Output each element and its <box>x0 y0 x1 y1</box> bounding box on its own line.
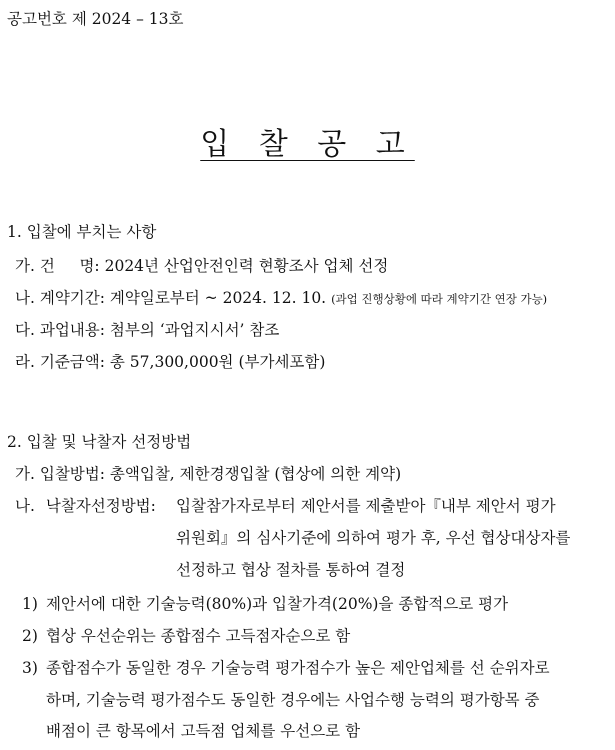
section2-item-na-line: 입찰참가자로부터 제안서를 제출받아『내부 제안서 평가 <box>176 497 556 515</box>
section2-item-na-head <box>15 496 156 516</box>
document-title <box>0 126 615 164</box>
item-value: 첨부의 ‘과업지시서’ 참조 <box>109 321 280 339</box>
item-marker: 나. <box>15 497 35 515</box>
section2-item-na-line: 선정하고 협상 절차를 통하여 결정 <box>176 561 406 579</box>
item-marker: 가. <box>15 465 35 483</box>
subitem-line: 제안서에 대한 기술능력(80%)과 입찰가격(20%)을 종합적으로 평가 <box>46 595 509 613</box>
item-label: 계약기간: <box>39 289 105 307</box>
section1-item-da <box>15 320 279 340</box>
item-value: 총액입찰, 제한경쟁입찰 (협상에 의한 계약) <box>109 465 402 483</box>
subitem-marker: 2) <box>22 627 38 645</box>
notice-number: 공고번호 제 2024 – 13호 <box>7 10 184 28</box>
item-label: 과업내용: <box>39 321 105 339</box>
item-marker: 다. <box>15 321 35 339</box>
subitem-line: 배점이 큰 항목에서 고득점 업체를 우선으로 함 <box>46 722 361 740</box>
item-note: (과업 진행상황에 따라 계약기간 연장 가능) <box>331 292 548 306</box>
item-label: 건 명: <box>39 257 100 275</box>
section2-item-ga <box>15 464 401 484</box>
section1-item-na <box>15 288 547 309</box>
section1-heading: 1. 입찰에 부치는 사항 <box>7 223 157 241</box>
item-value: 총 57,300,000원 (부가세포함) <box>109 353 326 371</box>
item-value: 2024년 산업안전인력 현황조사 업체 선정 <box>104 257 389 275</box>
subitem-line: 하며, 기술능력 평가점수도 동일한 경우에는 사업수행 능력의 평가항목 중 <box>46 691 540 709</box>
section1-item-ga <box>15 256 388 276</box>
item-label: 기준금액: <box>39 353 105 371</box>
document-title-text: 입 찰 공 고 <box>200 127 415 162</box>
item-value: 계약일로부터 ~ 2024. 12. 10. <box>109 289 327 307</box>
subitem-line: 종합점수가 동일한 경우 기술능력 평가점수가 높은 제안업체를 선 순위자로 <box>46 659 550 677</box>
subitem-marker: 1) <box>22 595 38 613</box>
item-marker: 가. <box>15 257 35 275</box>
subitem-marker: 3) <box>22 659 38 677</box>
item-label: 입찰방법: <box>39 465 105 483</box>
section2-item-na-line: 위원회』의 심사기준에 의하여 평가 후, 우선 협상대상자를 <box>176 529 571 547</box>
subitem-line: 협상 우선순위는 종합점수 고득점자순으로 함 <box>46 627 351 645</box>
item-marker: 라. <box>15 353 35 371</box>
item-label: 낙찰자선정방법: <box>45 497 156 515</box>
section1-item-ra <box>15 352 325 372</box>
item-marker: 나. <box>15 289 35 307</box>
section2-heading: 2. 입찰 및 낙찰자 선정방법 <box>7 433 192 451</box>
